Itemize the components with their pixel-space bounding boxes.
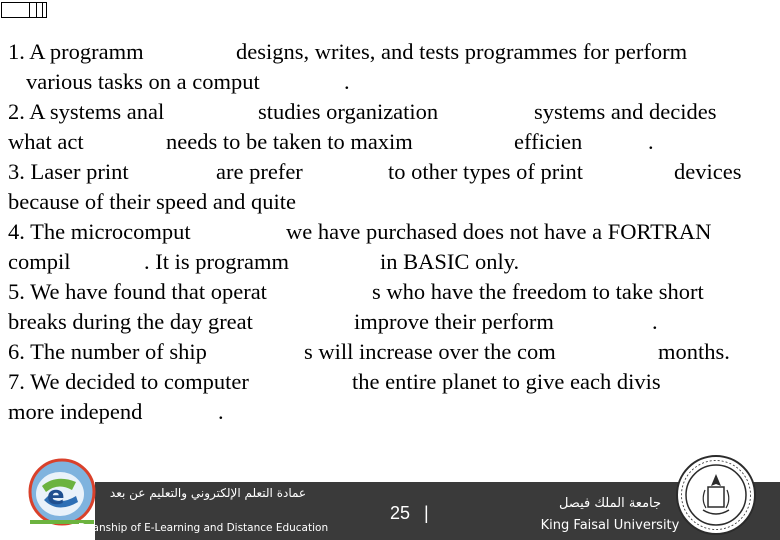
text-segment: .	[652, 309, 658, 334]
text-line-6	[8, 187, 780, 217]
footer	[0, 452, 780, 540]
deanship-arabic-name: عمادة التعلم الإلكتروني والتعليم عن بعد	[109, 486, 307, 500]
text-segment: . It is programm	[144, 249, 289, 274]
text-segment: more independ	[8, 399, 143, 424]
text-segment: what act	[8, 129, 84, 154]
text-segment: are prefer	[216, 159, 303, 184]
text-line-11	[8, 337, 780, 367]
text-segment: 6. The number of ship	[8, 339, 207, 364]
text-segment: various tasks on a comput	[26, 69, 260, 94]
text-segment: we have purchased does not have a FORTRAN	[286, 219, 712, 244]
text-line-3	[8, 97, 780, 127]
text-segment: 1. A programm	[8, 39, 144, 64]
text-line-12	[8, 367, 780, 397]
page-number: 25	[390, 503, 411, 523]
text-segment: the entire planet to give each divis	[352, 369, 661, 394]
text-segment: 5. We have found that operat	[8, 279, 267, 304]
text-segment: 2. A systems anal	[8, 99, 165, 124]
text-segment: 7. We decided to computer	[8, 369, 249, 394]
text-segment: designs, writes, and tests programmes for perform	[236, 39, 688, 64]
text-line-8	[8, 247, 780, 277]
text-line-7	[8, 217, 780, 247]
university-arabic-name: جامعة الملك فيصل	[558, 496, 662, 511]
text-line-4	[8, 127, 780, 157]
text-line-13	[8, 397, 780, 427]
text-line-2	[8, 67, 780, 97]
text-segment: s will increase over the com	[304, 339, 556, 364]
text-segment: compil	[8, 249, 71, 274]
page-separator: |	[424, 503, 429, 523]
text-segment: because of their speed and quite	[8, 189, 297, 214]
text-segment: months.	[658, 339, 730, 364]
university-seal-icon	[675, 454, 757, 536]
text-line-9	[8, 277, 780, 307]
text-segment: to other types of print	[388, 159, 583, 184]
text-line-1	[8, 37, 780, 67]
text-segment: studies organization	[258, 99, 439, 124]
text-line-5	[8, 157, 780, 187]
text-segment: .	[648, 129, 654, 154]
text-segment: improve their perform	[354, 309, 554, 334]
university-english-name: King Faisal University	[540, 518, 680, 533]
text-segment: s who have the freedom to take short	[372, 279, 704, 304]
deanship-english-name: Deanship of E-Learning and Distance Education	[78, 522, 329, 534]
text-segment: systems and decides	[534, 99, 717, 124]
text-segment: .	[218, 399, 224, 424]
svg-text:e: e	[47, 481, 65, 511]
text-segment: .	[344, 69, 350, 94]
corner-window-icon	[0, 0, 48, 20]
text-segment: 3. Laser print	[8, 159, 129, 184]
text-line-10	[8, 307, 780, 337]
text-segment: breaks during the day great	[8, 309, 253, 334]
text-segment: devices	[674, 159, 742, 184]
text-segment: needs to be taken to maxim	[166, 129, 413, 154]
text-segment: efficien	[514, 129, 583, 154]
text-segment: in BASIC only.	[380, 249, 520, 274]
text-segment: 4. The microcomput	[8, 219, 191, 244]
